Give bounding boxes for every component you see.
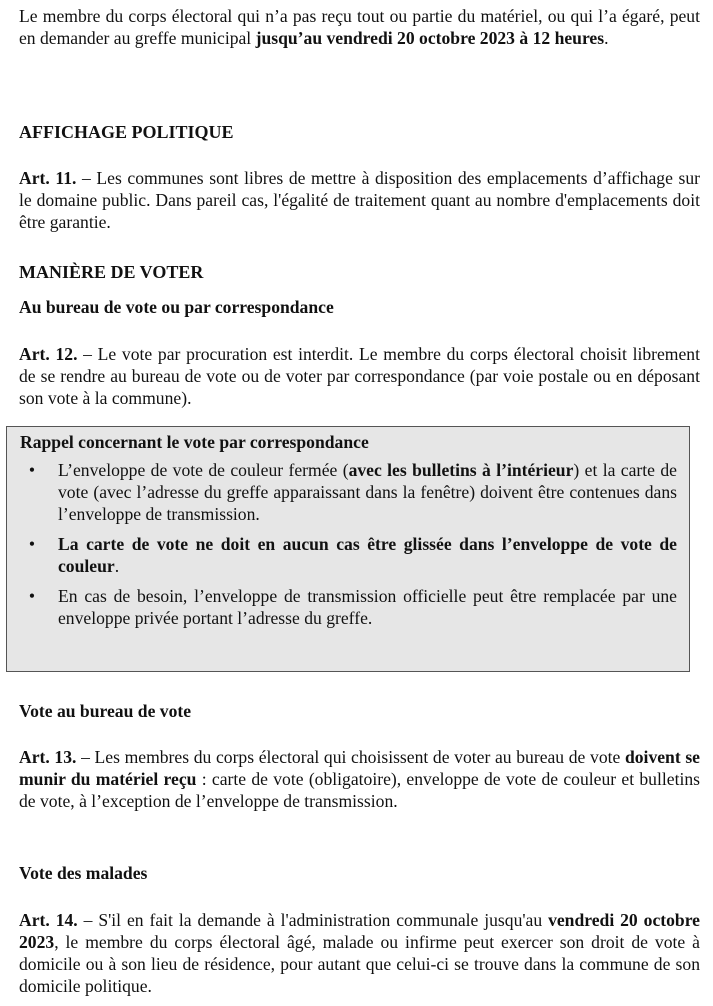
intro-deadline: jusqu’au vendredi 20 octobre 2023 à 12 heures <box>255 28 605 48</box>
intro-paragraph <box>19 5 700 49</box>
intro-text-end: . <box>604 28 609 48</box>
article-13-label: Art. 13. <box>19 747 77 767</box>
rappel-title: Rappel concernant le vote par correspondance <box>20 432 369 452</box>
bullet-icon: • <box>28 534 36 554</box>
article-13 <box>19 746 700 812</box>
article-13-bold: doivent se munir du matériel reçu <box>19 747 700 789</box>
bullet-icon: • <box>28 586 36 606</box>
article-14-text: – S'il en fait la demande à l'administration communale jusqu'au <box>77 910 549 930</box>
rappel-item <box>20 585 677 629</box>
subheading-vote-bureau: Vote au bureau de vote <box>19 701 192 721</box>
article-13-text: – Les membres du corps électoral qui choisissent de voter au bureau de vote <box>76 747 625 767</box>
subheading-bureau-correspondance: Au bureau de vote ou par correspondance <box>19 297 334 317</box>
heading-affichage-politique: AFFICHAGE POLITIQUE <box>19 122 234 142</box>
rappel-item-1-text: L’enveloppe de vote de couleur fermée ( <box>58 460 349 480</box>
rappel-item-1-text-end: ) et la carte de vote (avec l’adresse du greffe apparaissant dans la fenêtre) doivent être contenues dans l’enveloppe de transmission. <box>58 460 677 524</box>
article-14-bold: vendredi 20 octobre 2023 <box>19 910 700 952</box>
rappel-item <box>20 459 677 525</box>
article-12-text: – Le vote par procuration est interdit. Le membre du corps électoral choisit librement de se rendre au bureau de vote ou de voter par correspondance (par voie postale ou en déposant son vote à la commune). <box>19 344 700 408</box>
article-13-text-end: : carte de vote (obligatoire), enveloppe de vote de couleur et bulletins de vote, à l’exception de l’enveloppe de transmission. <box>19 769 700 811</box>
rappel-box <box>6 426 690 672</box>
article-12 <box>19 343 700 409</box>
article-14-label: Art. 14. <box>19 910 78 930</box>
rappel-item-3-text: En cas de besoin, l’enveloppe de transmission officielle peut être remplacée par une enveloppe privée portant l’adresse du greffe. <box>58 586 677 628</box>
article-11-label: Art. 11. <box>19 168 77 188</box>
heading-maniere-de-voter: MANIÈRE DE VOTER <box>19 262 204 282</box>
article-11-text: – Les communes sont libres de mettre à disposition des emplacements d’affichage sur le domaine public. Dans pareil cas, l'égalité de traitement quant au nombre d'emplacements doit être garantie. <box>19 168 700 232</box>
article-11 <box>19 167 700 233</box>
bullet-icon: • <box>28 460 36 480</box>
rappel-item-2-bold: La carte de vote ne doit en aucun cas être glissée dans l’enveloppe de vote de couleur <box>58 534 677 576</box>
article-14 <box>19 909 700 997</box>
rappel-item-2-text-end: . <box>114 556 120 576</box>
article-14-text-end: , le membre du corps électoral âgé, malade ou infirme peut exercer son droit de vote à domicile ou à son lieu de résidence, pour autant que celui-ci se trouve dans la commune de son domicile politique. <box>19 932 700 996</box>
rappel-item <box>20 533 677 577</box>
subheading-vote-malades: Vote des malades <box>19 863 148 883</box>
article-12-label: Art. 12. <box>19 344 78 364</box>
intro-text: Le membre du corps électoral qui n’a pas reçu tout ou partie du matériel, ou qui l’a égaré, peut en demander au greffe municipal <box>19 6 700 48</box>
rappel-item-1-bold: avec les bulletins à l’intérieur <box>348 460 574 480</box>
